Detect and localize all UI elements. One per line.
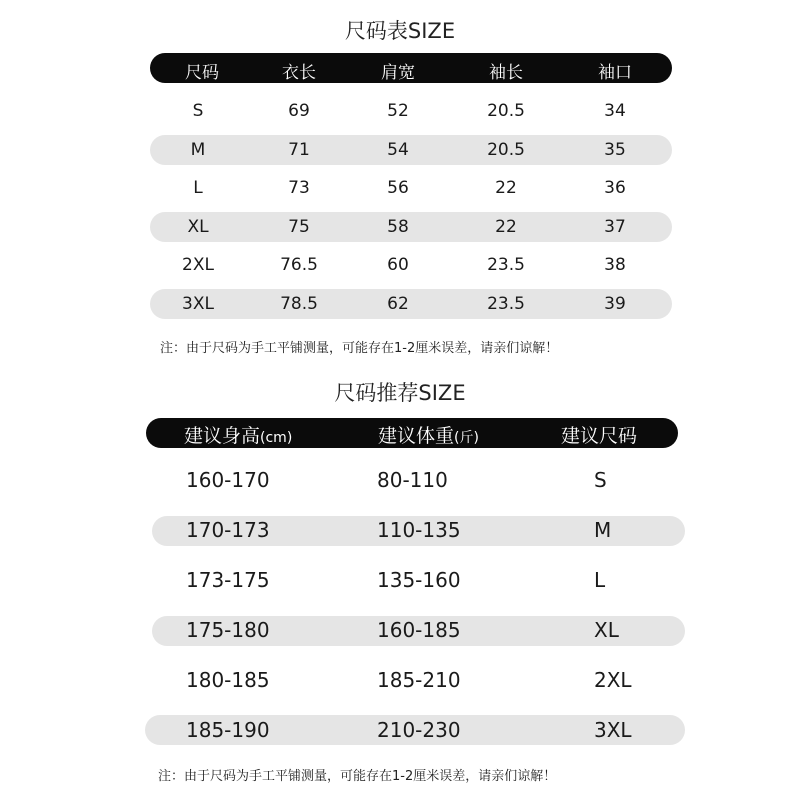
table-cell: 3XL	[182, 294, 214, 314]
table-cell: 35	[604, 140, 626, 160]
table-cell: 160-170	[186, 468, 270, 492]
table-cell: 20.5	[487, 101, 525, 121]
table-cell: XL	[594, 618, 619, 642]
table-cell: 58	[387, 217, 409, 237]
recommend-title: 尺码推荐SIZE	[334, 381, 466, 405]
table-cell: 175-180	[186, 618, 270, 642]
table-cell: 3XL	[594, 718, 632, 742]
recommend-header-weight: 建议体重(斤)	[378, 425, 479, 447]
size-header-sleeve: 袖长	[489, 63, 523, 83]
table-cell: 22	[495, 178, 517, 198]
table-row-shade	[150, 135, 672, 165]
table-cell: 76.5	[280, 255, 318, 275]
table-cell: 80-110	[377, 468, 448, 492]
table-cell: 160-185	[377, 618, 461, 642]
table-cell: S	[192, 101, 204, 121]
table-cell: 185-190	[186, 718, 270, 742]
table-cell: 73	[288, 178, 310, 198]
table-cell: 173-175	[186, 568, 270, 592]
table-cell: 23.5	[487, 294, 525, 314]
size-chart-note: 注：由于尺码为手工平铺测量，可能存在1-2厘米误差，请亲们谅解！	[160, 341, 559, 356]
recommend-header-height: 建议身高(cm)	[184, 425, 293, 447]
size-chart-title: 尺码表SIZE	[344, 19, 456, 43]
recommend-header-size: 建议尺码	[561, 425, 638, 447]
table-cell: 75	[288, 217, 310, 237]
table-cell: 36	[604, 178, 626, 198]
table-cell: M	[594, 518, 612, 542]
table-cell: 170-173	[186, 518, 270, 542]
table-cell: 54	[387, 140, 409, 160]
table-cell: L	[193, 178, 203, 198]
table-cell: 37	[604, 217, 626, 237]
table-cell: 56	[387, 178, 409, 198]
table-cell: 62	[387, 294, 409, 314]
table-cell: 52	[387, 101, 409, 121]
table-cell: 22	[495, 217, 517, 237]
size-header-length: 衣长	[282, 63, 316, 83]
table-cell: L	[594, 568, 606, 592]
table-cell: M	[190, 140, 206, 160]
table-cell: 34	[604, 101, 626, 121]
table-cell: 69	[288, 101, 310, 121]
size-header-cuff: 袖口	[598, 63, 632, 83]
table-cell: 71	[288, 140, 310, 160]
table-cell: 20.5	[487, 140, 525, 160]
table-row-shade	[150, 289, 672, 319]
table-cell: 23.5	[487, 255, 525, 275]
table-cell: 135-160	[377, 568, 461, 592]
table-cell: 2XL	[182, 255, 214, 275]
table-cell: 2XL	[594, 668, 632, 692]
table-cell: 38	[604, 255, 626, 275]
table-cell: 39	[604, 294, 626, 314]
table-cell: 78.5	[280, 294, 318, 314]
table-cell: 110-135	[377, 518, 461, 542]
table-cell: 60	[387, 255, 409, 275]
size-header-size: 尺码	[185, 63, 219, 83]
table-cell: 210-230	[377, 718, 461, 742]
recommend-note: 注：由于尺码为手工平铺测量，可能存在1-2厘米误差，请亲们谅解！	[158, 769, 557, 784]
table-cell: S	[594, 468, 607, 492]
table-cell: 185-210	[377, 668, 461, 692]
table-row-shade	[150, 212, 672, 242]
table-cell: XL	[187, 217, 209, 237]
table-cell: 180-185	[186, 668, 270, 692]
size-header-shoulder: 肩宽	[381, 63, 415, 83]
